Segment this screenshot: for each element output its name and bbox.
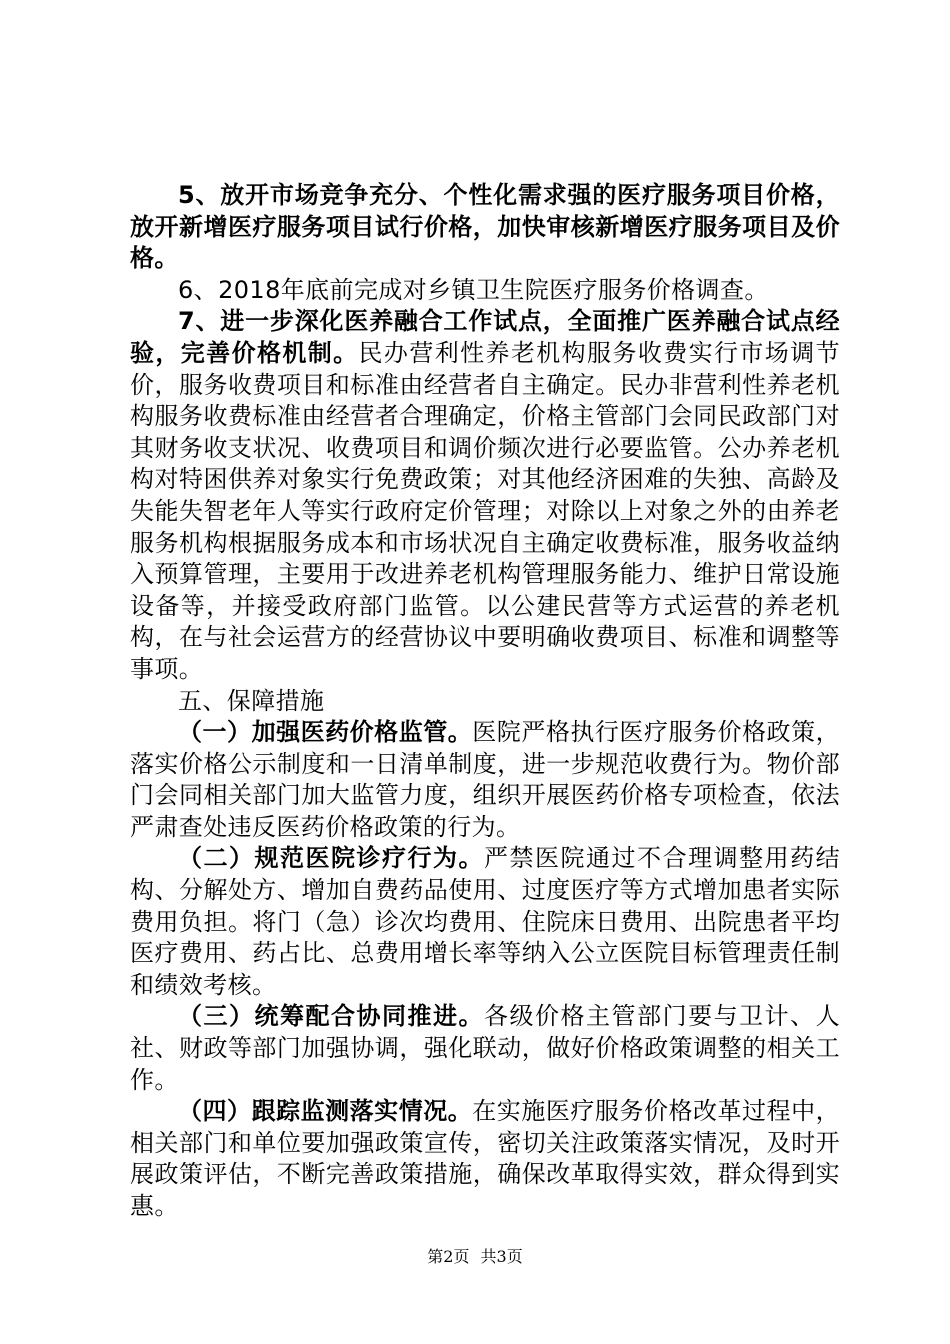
paragraph-text: 6、2018年底前完成对乡镇卫生院医疗服务价格调查。 xyxy=(178,275,769,304)
paragraph-measure-2 xyxy=(130,843,840,1001)
paragraph-bold-text: 7、进一步深化医养融合工作试点，全面推广医养融合试点经验，完善价格机制。 xyxy=(130,307,840,367)
paragraph-bold-text: （一）加强医药价格监管。 xyxy=(178,718,473,747)
paragraph-bold-text: （四）跟踪监测落实情况。 xyxy=(178,1097,473,1126)
paragraph-text: 各级价格主管部门要与卫计、人社、财政等部门加强协调，强化联动，做好价格政策调整的相关工作。 xyxy=(130,1002,840,1094)
paragraph-text: 严禁医院通过不合理调整用药结构、分解处方、增加自费药品使用、过度医疗等方式增加患者实际费用负担。将门（急）诊次均费用、住院床日费用、出院患者平均医疗费用、药占比、总费用增长率等纳入公立医院目标管理责任制和绩效考核。 xyxy=(130,844,840,999)
paragraph-bold-text: （二）规范医院诊疗行为。 xyxy=(178,844,485,873)
page-number: 第2页 xyxy=(427,1247,470,1266)
paragraph-measure-3 xyxy=(130,1001,840,1096)
paragraph-text: 医院严格执行医疗服务价格政策，落实价格公示制度和一日清单制度，进一步规范收费行为。物价部门会同相关部门加大监管力度，组织开展医药价格专项检查，依法严肃查处违反医药价格政策的行为。 xyxy=(130,718,840,841)
paragraph-measure-1 xyxy=(130,717,840,843)
paragraph-item-6 xyxy=(130,275,840,307)
document-body xyxy=(130,180,840,1223)
paragraph-bold-text: 5、放开市场竞争充分、个性化需求强的医疗服务项目价格，放开新增医疗服务项目试行价格，加快审核新增医疗服务项目及价格。 xyxy=(130,181,840,273)
paragraph-text: 五、保障措施 xyxy=(178,686,325,715)
page-total: 共3页 xyxy=(480,1247,523,1266)
paragraph-bold-text: （三）统筹配合协同推进。 xyxy=(178,1002,485,1031)
page-footer xyxy=(0,1244,950,1267)
paragraph-text: 民办营利性养老机构服务收费实行市场调节价，服务收费项目和标准由经营者自主确定。民办非营利性养老机构服务收费标准由经营者合理确定，价格主管部门会同民政部门对其财务收支状况、收费项目和调价频次进行必要监管。公办养老机构对特困供养对象实行免费政策；对其他经济困难的失独、高龄及失能失智老年人等实行政府定价管理；对除以上对象之外的由养老服务机构根据服务成本和市场状况自主确定收费标准，服务收益纳入预算管理，主要用于改进养老机构管理服务能力、维护日常设施设备等，并接受政府部门监管。以公建民营等方式运营的养老机构，在与社会运营方的经营协议中要明确收费项目、标准和调整等事项。 xyxy=(130,338,840,683)
paragraph-measure-4 xyxy=(130,1096,840,1222)
paragraph-item-5 xyxy=(130,180,840,275)
section-heading xyxy=(130,686,840,718)
paragraph-item-7 xyxy=(130,306,840,685)
paragraph-text: 在实施医疗服务价格改革过程中，相关部门和单位要加强政策宣传，密切关注政策落实情况，及时开展政策评估，不断完善政策措施，确保改革取得实效，群众得到实惠。 xyxy=(130,1097,840,1220)
